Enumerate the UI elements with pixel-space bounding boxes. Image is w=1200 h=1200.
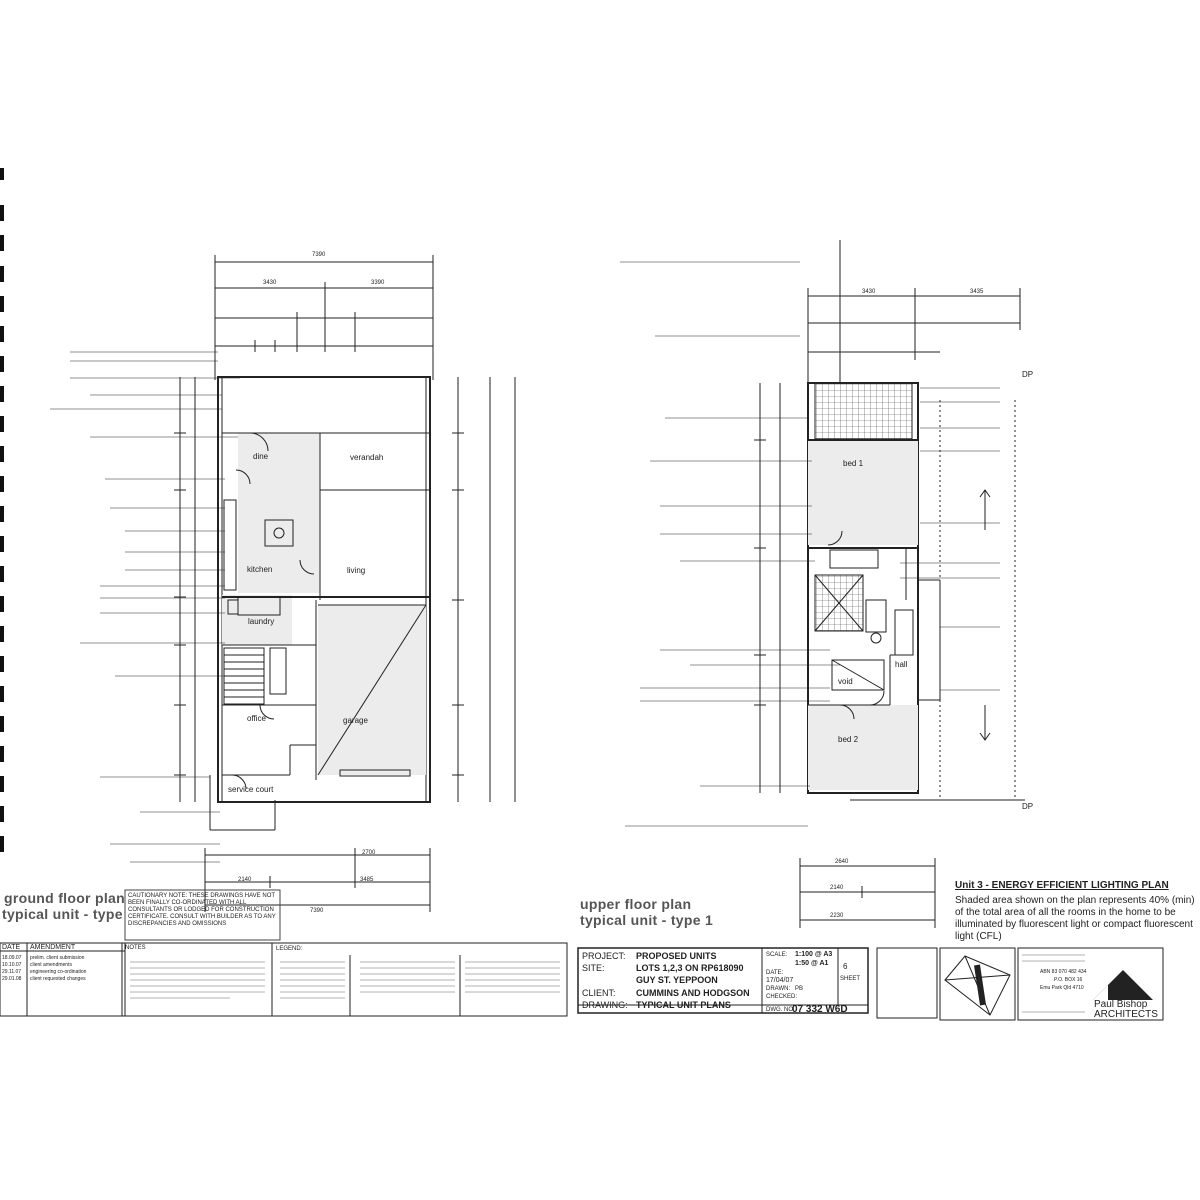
ground-plan-title: ground floor plan [4, 890, 125, 906]
drawing-label: DRAWING: [582, 1000, 628, 1010]
room-office: office [247, 714, 266, 723]
project-value: PROPOSED UNITS [636, 951, 717, 961]
ground-plan-subtitle: typical unit - type [2, 906, 123, 922]
amendment-date: 29.11.07 [2, 969, 22, 975]
amendment-date: 10.10.07 [2, 962, 22, 968]
dwg-no-value: 07 332 W6D [792, 1004, 848, 1015]
checked-label: CHECKED: [766, 994, 798, 1000]
upper-floor-plan [620, 240, 1025, 928]
drawn-label: DRAWN: [766, 986, 791, 992]
architect-town: Emu Park Qld 4710 [1040, 985, 1084, 991]
room-laundry: laundry [248, 617, 275, 626]
scale-value-1: 1:100 @ A3 [795, 951, 833, 958]
legend-header: LEGEND: [276, 946, 303, 952]
room-kitchen: kitchen [247, 565, 273, 574]
energy-plan-title: Unit 3 - ENERGY EFFICIENT LIGHTING PLAN [955, 880, 1169, 891]
dim-ground-bottom-a: 2140 [238, 877, 252, 883]
architect-firm: ARCHITECTS [1094, 1009, 1158, 1020]
amendment-text: client requested changes [30, 976, 86, 982]
client-value: CUMMINS AND HODGSON [636, 988, 750, 998]
amendment-text: engineering co-ordination [30, 969, 87, 975]
drawing-value: TYPICAL UNIT PLANS [636, 1000, 731, 1010]
client-label: CLIENT: [582, 988, 616, 998]
site-label: SITE: [582, 963, 605, 973]
amendment-date: 29.01.08 [2, 976, 22, 982]
architect-po-box: P.O. BOX 16 [1054, 977, 1083, 983]
energy-plan-description: Shaded area shown on the plan represents 40% (min) of the total area of all the rooms in the home to be illuminated by fluorescent light or compact fluorescent light (CFL) [955, 895, 1195, 942]
site-value-line1: LOTS 1,2,3 ON RP618090 [636, 963, 744, 973]
project-label: PROJECT: [582, 951, 626, 961]
room-hall: hall [895, 660, 908, 669]
dim-upper-top-b: 3435 [970, 289, 984, 295]
dim-ground-bottom-overall: 7390 [310, 908, 324, 914]
architect-name: Paul Bishop [1094, 999, 1148, 1010]
dim-upper-bottom-b: 2140 [830, 885, 844, 891]
dim-ground-bottom-c: 2700 [362, 850, 376, 856]
site-value-line2: GUY ST. YEPPOON [636, 975, 718, 985]
amendment-date-header: DATE [2, 944, 21, 951]
dim-ground-top-b: 3390 [371, 280, 385, 286]
dim-upper-bottom-c: 2230 [830, 913, 844, 919]
room-dine: dine [253, 452, 269, 461]
dp-marker-top: DP [1022, 370, 1034, 379]
dp-marker-bottom: DP [1022, 802, 1034, 811]
amendment-text: client amendments [30, 962, 72, 968]
dim-ground-bottom-b: 3485 [360, 877, 374, 883]
cautionary-note: CAUTIONARY NOTE: THESE DRAWINGS HAVE NOT BEEN FINALLY CO-ORDINATED WITH ALL CONSULTANTS OR LODGED FOR CONSTRUCTION CERTIFICATE. CONSULT WITH BUILDER AS TO ANY DISCREPANCIES AND OMISSIONS [128, 893, 276, 927]
room-verandah: verandah [350, 453, 384, 462]
dim-ground-top-a: 3430 [263, 280, 277, 286]
room-bed-1: bed 1 [843, 459, 864, 468]
room-bed-2: bed 2 [838, 735, 859, 744]
upper-plan-title: upper floor plan [580, 896, 692, 912]
architect-abn: ABN 83 070 482 434 [1040, 969, 1087, 975]
dim-upper-bottom-a: 2640 [835, 859, 849, 865]
dwg-no-label: DWG. NO. [766, 1007, 795, 1013]
sheet-label: SHEET [840, 976, 861, 982]
room-garage: garage [343, 716, 368, 725]
dim-upper-top-a: 3430 [862, 289, 876, 295]
drawn-value: PB [795, 986, 804, 992]
date-value: 17/04/07 [766, 977, 794, 984]
date-label: DATE: [766, 970, 784, 976]
scale-value-2: 1:50 @ A1 [795, 960, 829, 967]
dim-ground-overall: 7390 [312, 252, 326, 258]
notes-header: NOTES [125, 945, 146, 951]
sheet-number: 6 [843, 962, 848, 971]
room-living: living [347, 566, 366, 575]
amendment-date: 18.09.07 [2, 955, 22, 961]
amendment-text: prelim. client submission [30, 955, 85, 961]
amendment-header: AMENDMENT [30, 944, 76, 951]
upper-plan-subtitle: typical unit - type 1 [580, 912, 714, 928]
room-service-court: service court [228, 785, 274, 794]
ground-floor-plan [50, 255, 515, 912]
scale-label: SCALE: [766, 952, 788, 958]
room-void: void [838, 677, 853, 686]
